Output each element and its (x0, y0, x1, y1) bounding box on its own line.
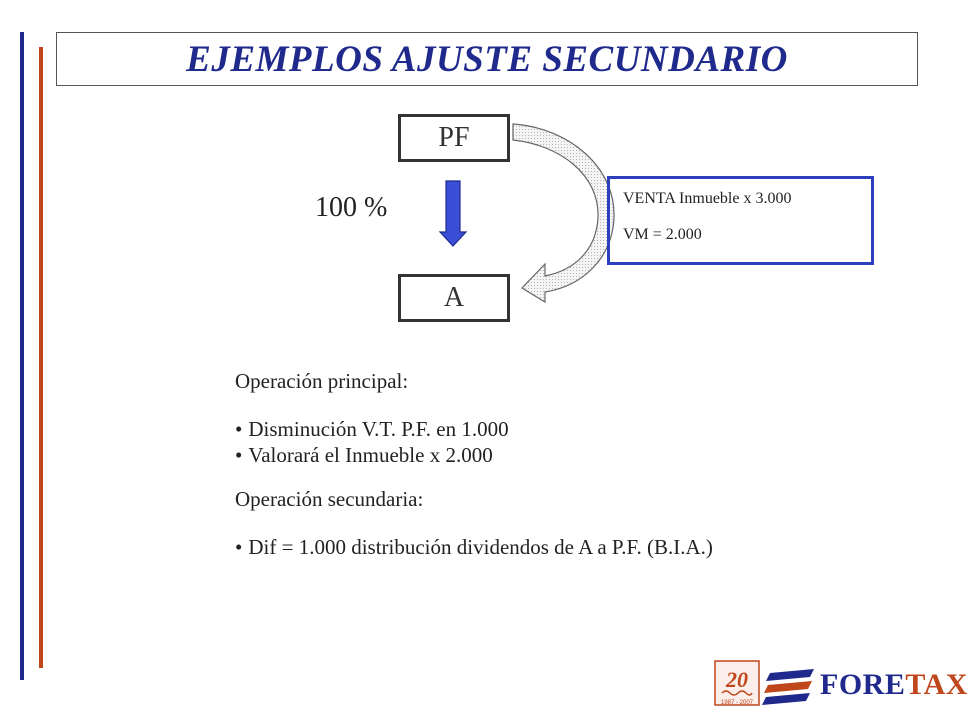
bullet-main-2 (235, 442, 713, 468)
foretax-wordmark-part2: TAX (905, 668, 968, 701)
ownership-percentage: 100 % (315, 192, 388, 223)
bullet-main-2-text: Valorará el Inmueble x 2.000 (248, 443, 493, 467)
transaction-note-box (607, 176, 874, 265)
node-a-label: A (443, 282, 465, 313)
bullet-main-1 (235, 416, 713, 442)
foretax-wordmark (820, 668, 968, 702)
note-line-market-value: VM = 2.000 (623, 226, 702, 243)
node-a (398, 274, 510, 322)
bullet-secondary-1-text: Dif = 1.000 distribución dividendos de A a P.F. (B.I.A.) (248, 535, 713, 559)
svg-text:1987 - 2007: 1987 - 2007 (720, 700, 754, 706)
bullet-icon: • (235, 443, 243, 467)
page-title: EJEMPLOS AJUSTE SECUNDARIO (186, 38, 788, 80)
note-line-sale: VENTA Inmueble x 3.000 (623, 190, 792, 207)
curved-arrow-icon (513, 124, 614, 302)
heading-main-operation: Operación principal: (235, 369, 409, 393)
heading-secondary-operation: Operación secundaria: (235, 487, 424, 511)
foretax-flag-icon (766, 669, 814, 681)
explanation-text (235, 368, 713, 560)
bullet-icon: • (235, 417, 243, 441)
bullet-main-1-text: Disminución V.T. P.F. en 1.000 (248, 417, 509, 441)
down-arrow-icon (440, 181, 466, 246)
bullet-icon: • (235, 535, 243, 559)
svg-text:20: 20 (726, 667, 748, 692)
node-pf (398, 114, 510, 162)
foretax-wordmark-part1: FORE (820, 668, 906, 701)
node-pf-label: PF (438, 122, 470, 153)
bullet-secondary-1 (235, 534, 713, 560)
